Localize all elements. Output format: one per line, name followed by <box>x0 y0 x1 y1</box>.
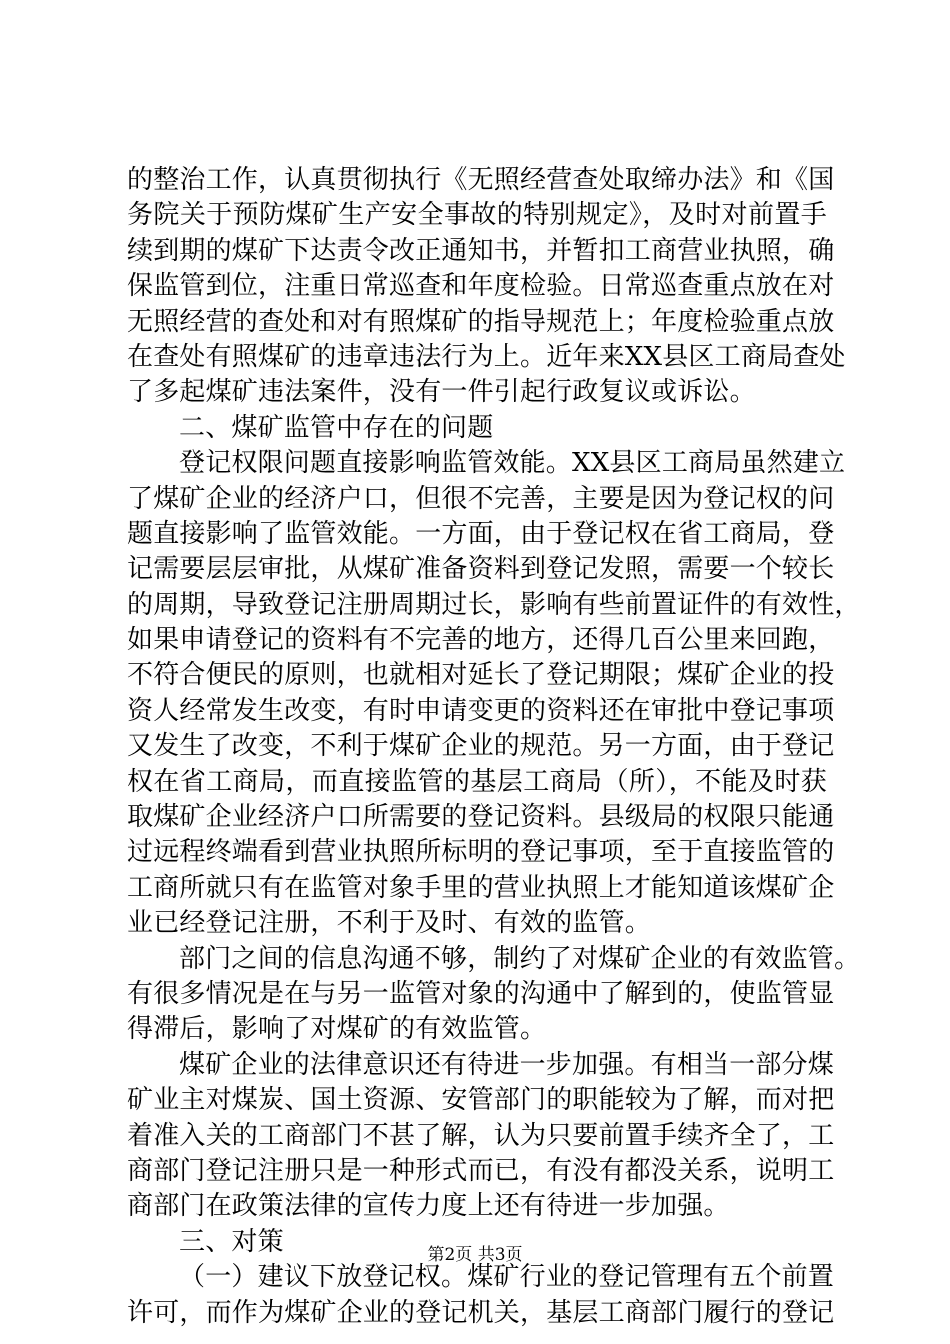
paragraph-start-line: （一）建议下放登记权。煤矿行业的登记管理有五个前置 <box>179 1262 835 1293</box>
text-line: 过远程终端看到营业执照所标明的登记事项，至于直接监管的 <box>127 837 835 868</box>
text-line: 矿业主对煤炭、国土资源、安管部门的职能较为了解，而对把 <box>127 1085 835 1116</box>
text-line: 了煤矿企业的经济户口，但很不完善，主要是因为登记权的问 <box>127 483 835 514</box>
text-line: 工商所就只有在监管对象手里的营业执照上才能知道该煤矿企 <box>127 872 835 903</box>
text-line: 又发生了改变，不利于煤矿企业的规范。另一方面，由于登记 <box>127 731 835 762</box>
paragraph-start-line: 煤矿企业的法律意识还有待进一步加强。有相当一部分煤 <box>179 1049 835 1080</box>
paragraph-start-line: 登记权限问题直接影响监管效能。XX县区工商局虽然建立 <box>179 448 846 479</box>
text-line: 商部门在政策法律的宣传力度上还有待进一步加强。 <box>127 1191 730 1222</box>
text-line: 取煤矿企业经济户口所需要的登记资料。县级局的权限只能通 <box>127 802 835 833</box>
text-line: 无照经营的查处和对有照煤矿的指导规范上；年度检验重点放 <box>127 306 835 337</box>
text-line: 的整治工作，认真贯彻执行《无照经营查处取缔办法》和《国 <box>127 165 835 195</box>
text-line: 业已经登记注册，不利于及时、有效的监管。 <box>127 908 652 939</box>
text-line: 保监管到位，注重日常巡查和年度检验。日常巡查重点放在对 <box>127 271 835 302</box>
text-line: 题直接影响了监管效能。一方面，由于登记权在省工商局，登 <box>127 518 835 549</box>
page-number: 第2页 <box>427 1245 473 1265</box>
text-line: 务院关于预防煤矿生产安全事故的特别规定》，及时对前置手 <box>127 200 827 231</box>
text-line: 资人经常发生改变，有时申请变更的资料还在审批中登记事项 <box>127 695 835 726</box>
section-heading: 三、对策 <box>179 1226 284 1257</box>
page-footer <box>0 1244 950 1266</box>
text-line: 不符合便民的原则，也就相对延长了登记期限；煤矿企业的投 <box>127 660 835 691</box>
document-body <box>127 163 861 1331</box>
page-total: 共3页 <box>477 1245 523 1265</box>
text-line: 着准入关的工商部门不甚了解，认为只要前置手续齐全了，工 <box>127 1120 835 1151</box>
section-heading: 二、煤矿监管中存在的问题 <box>179 412 494 443</box>
text-line: 许可，而作为煤矿企业的登记机关，基层工商部门履行的登记 <box>127 1297 835 1328</box>
text-line: 在查处有照煤矿的违章违法行为上。近年来XX县区工商局查处 <box>127 341 846 372</box>
text-line: 记需要层层审批，从煤矿准备资料到登记发照，需要一个较长 <box>127 554 835 585</box>
text-line: 续到期的煤矿下达责令改正通知书，并暂扣工商营业执照，确 <box>127 235 835 266</box>
text-line: 如果申请登记的资料有不完善的地方，还得几百公里来回跑， <box>127 625 835 656</box>
text-line: 有很多情况是在与另一监管对象的沟通中了解到的，使监管显 <box>127 978 835 1009</box>
text-line: 的周期，导致登记注册周期过长，影响有些前置证件的有效性， <box>127 589 861 620</box>
text-line: 了多起煤矿违法案件，没有一件引起行政复议或诉讼。 <box>127 377 756 408</box>
paragraph-start-line: 部门之间的信息沟通不够，制约了对煤矿企业的有效监管。 <box>179 943 861 974</box>
text-line: 权在省工商局，而直接监管的基层工商局（所），不能及时获 <box>127 766 827 797</box>
text-line: 商部门登记注册只是一种形式而已，有没有都没关系，说明工 <box>127 1155 835 1186</box>
text-line: 得滞后，影响了对煤矿的有效监管。 <box>127 1014 547 1045</box>
